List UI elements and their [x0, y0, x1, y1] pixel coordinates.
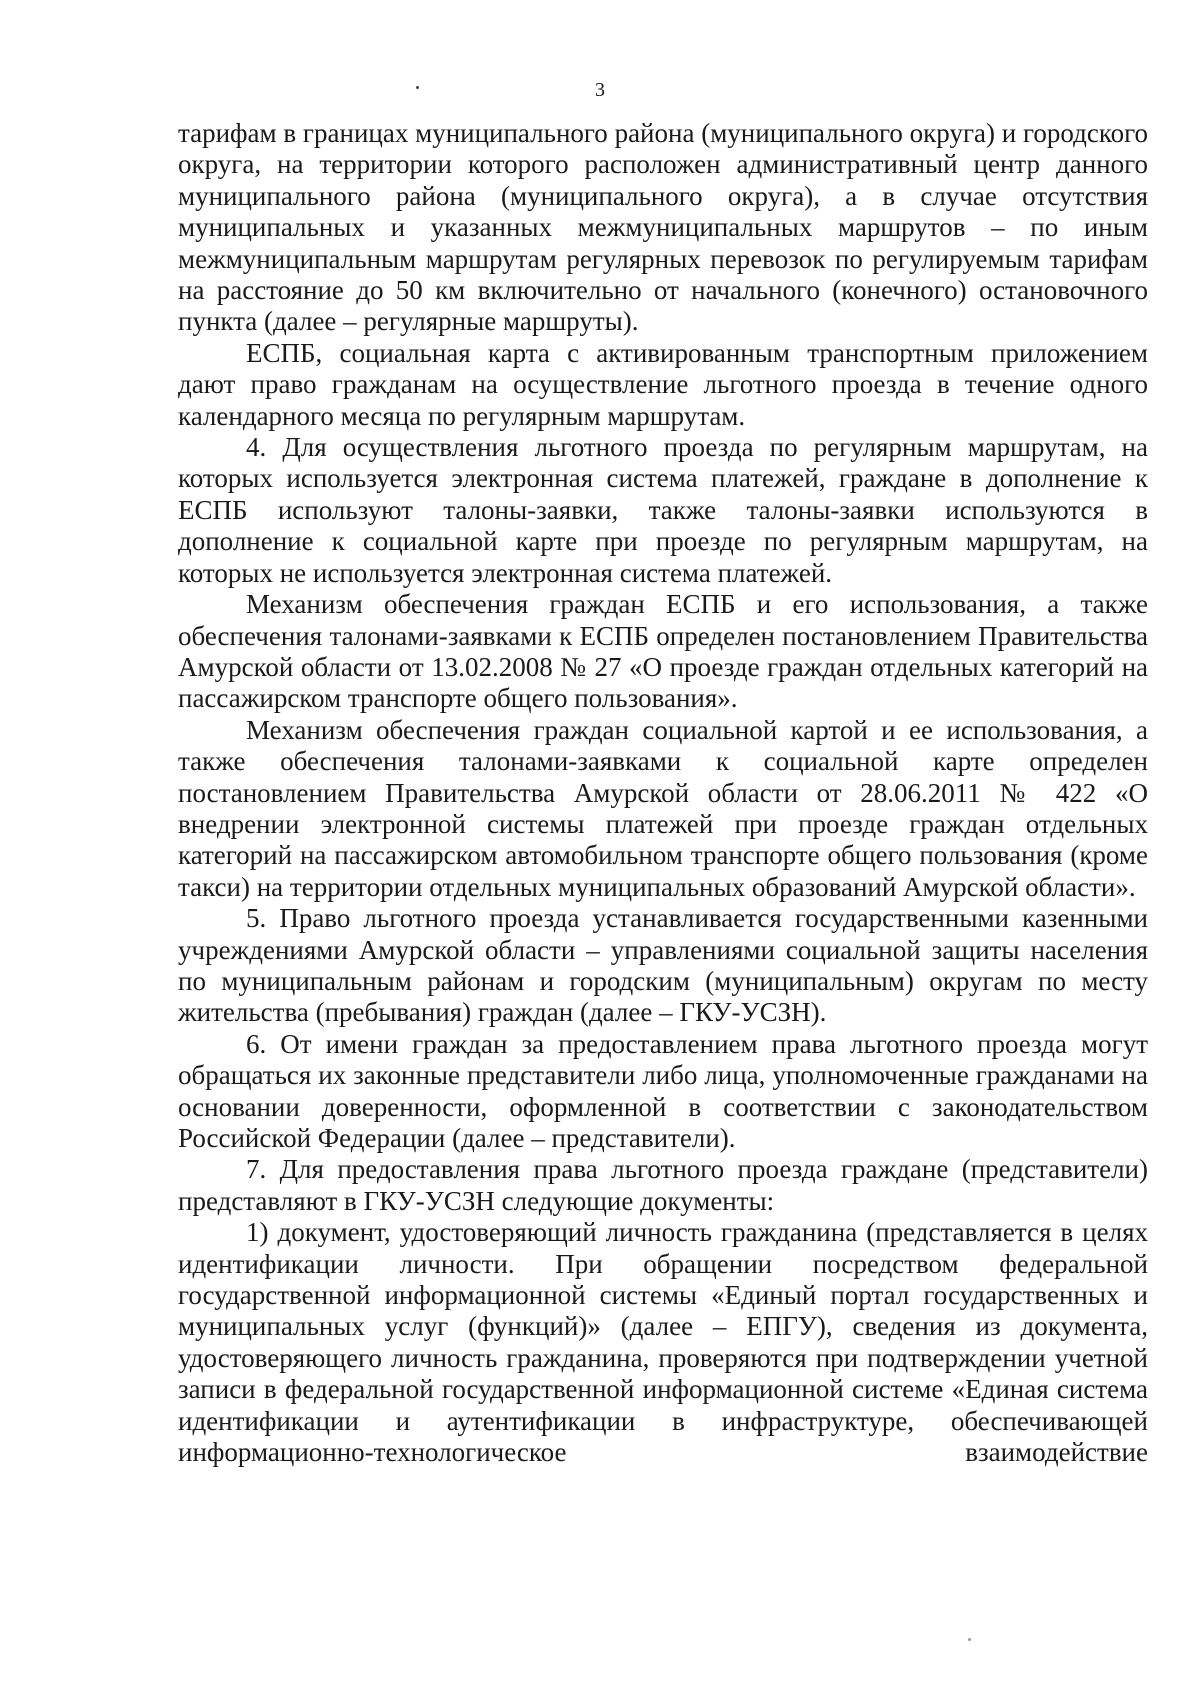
- paragraph-item-4: 4. Для осуществления льготного проезда по регулярным маршрутам, на которых используется электронная система платежей, граждане в дополнение к ЕСПБ используют талоны-заявки, также талоны-заявки используются в дополнение к социальной карте при проезде по регулярным маршрутам, на которых не используется электронная система платежей.: [178, 432, 1148, 588]
- paragraph-social-card-mechanism: Механизм обеспечения граждан социальной картой и ее использования, а также обеспечения талонами-заявками к социальной карте определен постановлением Правительства Амурской области от 28.06.2011 № 422 «О внедрении электронной системы платежей при проезде граждан отдельных категорий на пассажирском автомобильном транспорте общего пользования (кроме такси) на территории отдельных муниципальных образований Амурской области».: [178, 714, 1148, 902]
- document-body: [178, 118, 1148, 1468]
- paragraph-espb-mechanism: Механизм обеспечения граждан ЕСПБ и его использования, а также обеспечения талонами-заявками к ЕСПБ определен постановлением Правительства Амурской области от 13.02.2008 № 27 «О проезде граждан отдельных категорий на пассажирском транспорте общего пользования».: [178, 589, 1148, 714]
- paragraph-item-6: 6. От имени граждан за предоставлением права льготного проезда могут обращаться их законные представители либо лица, уполномоченные гражданами на основании доверенности, оформленной в соответствии с законодательством Российской Федерации (далее – представители).: [178, 1028, 1148, 1153]
- paragraph-subitem-1: 1) документ, удостоверяющий личность гражданина (представляется в целях идентификации личности. При обращении посредством федеральной государственной информационной системы «Единый портал государственных и муниципальных услуг (функций)» (далее – ЕПГУ), сведения из документа, удостоверяющего личность гражданина, проверяются при подтверждении учетной записи в федеральной государственной информационной системе «Единая система идентификации и аутентификации в инфраструктуре, обеспечивающей информационно-технологическое взаимодействие: [178, 1217, 1148, 1468]
- scan-speck-bottom: [968, 1638, 971, 1641]
- paragraph-continuation: тарифам в границах муниципального района (муниципального округа) и городского округа, на территории которого расположен административный центр данного муниципального района (муниципального округа), а в случае отсутствия муниципальных и указанных межмуниципальных маршрутов – по иным межмуниципальным маршрутам регулярных перевозок по регулируемым тарифам на расстояние до 50 км включительно от начального (конечного) остановочного пункта (далее – регулярные маршруты).: [178, 118, 1148, 337]
- paragraph-item-5: 5. Право льготного проезда устанавливается государственными казенными учреждениями Амурской области – управлениями социальной защиты населения по муниципальным районам и городским (муниципальным) округам по месту жительства (пребывания) граждан (далее – ГКУ-УСЗН).: [178, 903, 1148, 1028]
- paragraph-espb-rights: ЕСПБ, социальная карта с активированным транспортным приложением дают право гражданам на осуществление льготного проезда в течение одного календарного месяца по регулярным маршрутам.: [178, 337, 1148, 431]
- paragraph-item-7: 7. Для предоставления права льготного проезда граждане (представители) представляют в ГКУ-УСЗН следующие документы:: [178, 1154, 1148, 1216]
- page-number: 3: [595, 79, 605, 101]
